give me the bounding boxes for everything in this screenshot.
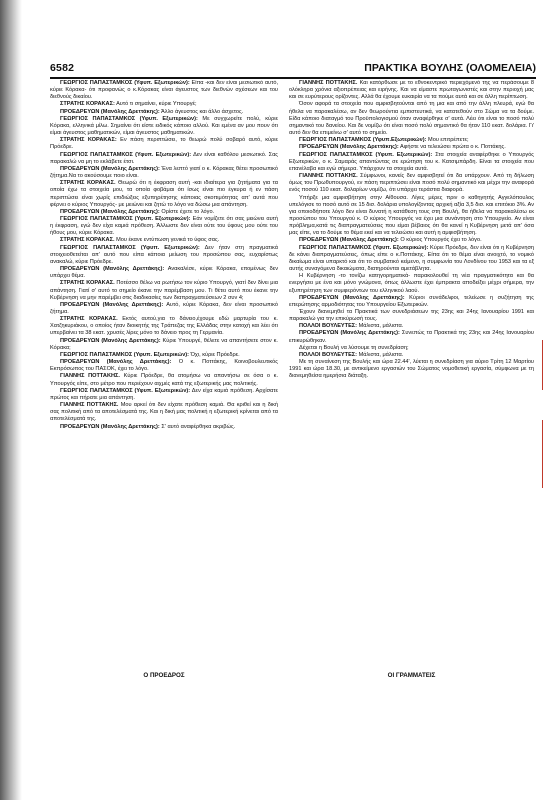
- speaker-name: ΠΟΛΛΟΙ ΒΟΥΛΕΥΤΕΣ:: [299, 323, 358, 330]
- speech-text: Αυτό, κύριε Κόρακα, δεν είναι προσωπικό ζήτημα.: [50, 301, 278, 315]
- scanned-page-edge: [0, 0, 22, 800]
- speaker-name: ΣΤΡΑΤΗΣ ΚΟΡΑΚΑΣ.: [60, 237, 115, 244]
- transcript-paragraph: [50, 402, 278, 423]
- speaker-name: ΠΡΟΕΔΡΕΥΩΝ (Μανόλης Δρεττάκης):: [60, 337, 161, 344]
- speaker-name: ΠΡΟΕΔΡΕΥΩΝ (Μανόλης Δρεττάκης):: [60, 208, 160, 215]
- speaker-name: ΠΡΟΕΔΡΕΥΩΝ (Μανόλης Δρεττάκης):: [60, 301, 164, 308]
- transcript-paragraph: [50, 266, 278, 280]
- transcript-paragraph: [289, 144, 534, 151]
- speech-text: Αφήστε να τελειώσει πρώτα ο κ. Ποττάκης.: [400, 144, 506, 151]
- transcript-paragraph: [289, 195, 534, 238]
- speaker-name: ΓΕΩΡΓΙΟΣ ΠΑΠΑΣΤΑΜΚΟΣ (Υφυπ. Εξωτερικών):: [60, 151, 192, 158]
- header-title: ΠΡΑΚΤΙΚΑ ΒΟΥΛΗΣ (ΟΛΟΜΕΛΕΙΑ): [364, 62, 536, 74]
- transcript-paragraph: [50, 373, 278, 387]
- margin-mark: [542, 420, 543, 488]
- speech-text: Δεν ήταν στη πραγματικά στοιχειοθετείται απ' αυτό που είπα κάποια μείωση του προσώπου σας, ευχαρίστως ανακαλώ, κύριε Πρόεδρε.: [50, 244, 278, 265]
- transcript-paragraph: [50, 316, 278, 337]
- speech-text: Ο κ. Ποττάκης, Κοινοβουλευτικός Εκπρόσωπος του ΠΑΣΟΚ, έχει το λόγο.: [50, 359, 278, 373]
- transcript-paragraph: [289, 80, 534, 101]
- speaker-name: ΣΤΡΑΤΗΣ ΚΟΡΑΚΑΣ.: [60, 280, 115, 287]
- speech-text: Είπα -και δεν είναι μεσιωτικό αυτό, κύριε Κόρακα- ότι προφανώς ο κ.Κόρακας είναι άγευστος των διεθνών σχέσεων και του διεθνούς δικαίου.: [50, 80, 278, 101]
- speech-text: Όσον αφορά τα στοιχεία που αμφισβητούνται από τη μια και από την άλλη πλευρά, εγώ θα ήθελα να παρακαλέσω, αν δεν θεωρούντια εμπιστευτικά, να κατατεθούν στο Σώμα να τα δούμε. Είδα κάποιο διαταγμό του Προϋπολογισμού όταν αναφέρθηκε σ' αυτά. Λέει ότι είναι το ποσό πολύ σημαντικό του δανείου. Και δε νομίζω ότι είναι ποσό πολύ σημαντικό θα ήταν 110 εκατ. δολάρια. Γι' αυτό δεν θα επιμείνω σ' αυτό το σημείο.: [289, 101, 534, 137]
- speech-text: Εν πάση περιπτώσει, το θεωρώ πολύ σοβαρό αυτό, κύριε Πρόεδρε.: [50, 137, 278, 151]
- transcript-paragraph: [50, 80, 278, 101]
- transcript-paragraph: [50, 424, 278, 431]
- transcript-paragraph: [50, 180, 278, 209]
- transcript-paragraph: [50, 245, 278, 266]
- speech-text: Ένα λεπτό γιατί ο κ. Κόρακας θέτει προσωπικό ζήτημα.Να το ακούσουμε ποιο είναι.: [50, 165, 278, 180]
- speaker-name: ΣΤΡΑΤΗΣ ΚΟΡΑΚΑΣ.: [60, 316, 118, 323]
- transcript-paragraph: [50, 338, 278, 352]
- speaker-name: ΓΕΩΡΓΙΟΣ ΠΑΠΑΣΤΑΜΚΟΣ (Υφυπ. Εξωτερικών):: [60, 387, 191, 394]
- page-header: [50, 62, 536, 78]
- transcript-paragraph: [289, 345, 534, 352]
- margin-mark: [542, 340, 543, 390]
- speech-text: Συνεπώς τα Πρακτικά της 23ης και 24ης Ιανουαρίου επικυρώθηκαν.: [289, 330, 534, 344]
- speaker-name: ΠΡΟΕΔΡΕΥΩΝ (Μανόλης Δρεττάκης):: [60, 359, 172, 366]
- speech-text: Σ' αυτό αναφέρθηκα ακριβώς.: [161, 423, 236, 430]
- transcript-paragraph: [289, 309, 534, 323]
- speech-text: Μου αρκεί ότι δεν είχατε πρόθεση καμιά. Θα κριθεί και η δική σας πολιτική από τα αποτελέσματά της. Και η δική μας πολιτική η εξωτερική κρίνεται από τα αποτελέσματά της.: [50, 402, 278, 423]
- speech-text: Εάν νομίζετε ότι σας μειώνει αυτή η έκφραση, εγώ δεν είχα καμιά πρόθεση. Άλλωστε δεν είναι ούτε του ύφους μου ούτε του ήθους μου, κύριε Κόρακα.: [50, 215, 278, 237]
- speaker-name: ΓΕΩΡΓΙΟΣ ΠΑΠΑΣΤΑΜΚΟΣ (Υφυπ. Εξωτερικών):: [60, 215, 191, 222]
- speech-text: Κύριε Πρόεδρε, θα ατομήσω να απαντήσω σε όσα ο κ. Υπουργός είπε, στο μέτρο που περιέχουν αιχμές κατά της εξωτερικής μας πολιτικής.: [50, 373, 278, 387]
- speaker-name: ΠΡΟΕΔΡΕΥΩΝ (Μανόλης Δρεττάκης):: [60, 165, 160, 172]
- speaker-name: ΓΕΩΡΓΙΟΣ ΠΑΠΑΣΤΑΜΚΟΣ (Υφυπ. Εξωτερικών):: [60, 244, 200, 251]
- speech-text: Και κατόρθωσε με το εθνοκεντρικό περιεχόμενό της να περάσουμε 8 ολόκληρα χρόνια αξιοπρέπειας και ειρήνης. Και να είμαστε πρωταγωνιστές και στην περιοχή μας και σε ευρύτερους ορίζοντες. Αλλά θα έχουμε ευκαιρία να τα πούμε αυτά και σε άλλη περίπτωση.: [289, 80, 534, 101]
- speaker-name: ΠΡΟΕΔΡΕΥΩΝ (Μανόλης Δρεττάκης):: [299, 144, 399, 151]
- page-number: 6582: [50, 62, 75, 74]
- speaker-name: ΓΕΩΡΓΙΟΣ ΠΑΠΑΣΤΑΜΚΟΣ (Υφυπ. Εξωτερικών):: [60, 80, 190, 86]
- speaker-name: ΓΙΑΝΝΗΣ ΠΟΤΤΑΚΗΣ.: [60, 402, 119, 409]
- speaker-name: ΠΡΟΕΔΡΕΥΩΝ (Μανόλης Δρεττάκης):: [299, 237, 399, 244]
- transcript-paragraph: [289, 152, 534, 173]
- speech-text: Μάλιστα, μάλιστα.: [358, 323, 404, 330]
- speech-text: Μου έκανε εντύπωση γενικά το ύφος σας.: [116, 237, 220, 244]
- header-rule: [50, 77, 536, 79]
- transcript-paragraph: [50, 137, 278, 151]
- speaker-name: ΓΕΩΡΓΙΟΣ ΠΑΠΑΣΤΑΜΚΟΣ (Υφυπ.Εξωτερικών):: [299, 137, 427, 144]
- speaker-name: ΣΤΡΑΤΗΣ ΚΟΡΑΚΑΣ:: [60, 137, 117, 144]
- speaker-name: ΠΟΛΛΟΙ ΒΟΥΛΕΥΤΕΣ:: [299, 351, 358, 358]
- left-column: [50, 80, 278, 662]
- transcript-paragraph: [50, 166, 278, 180]
- speaker-name: ΠΡΟΕΔΡΕΥΩΝ (Μανόλης Δρεττάκης):: [60, 266, 165, 273]
- transcript-paragraph: [50, 280, 278, 301]
- president-signature-label: Ο ΠΡΟΕΔΡΟΣ: [143, 672, 185, 679]
- speaker-name: ΓΙΑΝΝΗΣ ΠΟΤΤΑΚΗΣ.: [60, 373, 120, 380]
- speech-text: Άλλο άγευστος και άλλο άσχετος.: [161, 108, 244, 115]
- speech-text: Αυτό τι σημαίνει, κύριε Υπουργέ;: [116, 101, 197, 108]
- speech-text: Εκτός αυτού,για το δάνειο,έχουμε εδώ μαρτυρία του κ. Χατζηκυριάκου, ο οποίος ήταν διοικητής της Τράπεζας της Ελλάδας στην κατοχή και λέει ότι υπερβαίνει τα 38 εκατ. χρυσές λίρες μόνο το δάνειο προς τη Γερμανία.: [50, 316, 278, 337]
- transcript-paragraph: [50, 237, 278, 244]
- speech-text: Μου επιτρέπετε;: [428, 137, 469, 144]
- speech-text: Κύριοι συνάδελφοι, τελείωσε η συζήτηση της επερώτησης αρμοδιότητας του Υπουργείου Εξωτερικών.: [289, 294, 534, 308]
- speech-text: Με τη συναίνεση της Βουλής και ώρα 22.44', λύεται η συνεδρίαση για αύριο Τρίτη 12 Μαρτίου 1991 και ώρα 18.30, με αντικείμενο εργασιών του Σώματος νομοθετική εργασία, σύμφωνα με τη διανεμηθείσα ημερήσια διάταξη.: [289, 359, 534, 380]
- transcript-paragraph: [50, 359, 278, 373]
- transcript-paragraph: [50, 116, 278, 137]
- speech-text: Ορίστε έχετε το λόγο.: [161, 208, 215, 215]
- speaker-name: ΣΤΡΑΤΗΣ ΚΟΡΑΚΑΣ:: [60, 101, 115, 108]
- transcript-paragraph: [50, 109, 278, 116]
- speech-text: Σύμφωνοι, κανείς δεν αμφισβητεί ότι δα υπάρχουν. Από τη δήλωση όμως του Πρωθυπουργού, εν πάση περιπτώσει είναι ποσό πολύ σημαντικό και μέχρι την αναφορά ενός ποσού 110 εκατ. δολαρίων νομίζω, ότι υπάρχει τεράστια διαφορά.: [289, 173, 534, 194]
- speaker-name: ΠΡΟΕΔΡΕΥΩΝ (Μανόλης Δρεττάκης):: [60, 108, 160, 115]
- speaker-name: ΠΡΟΕΔΡΕΥΩΝ (Μανόλης Δρεττάκης):: [299, 330, 400, 337]
- transcript-paragraph: [289, 295, 534, 309]
- speech-text: Μάλιστα, μάλιστα.: [358, 351, 404, 358]
- secretaries-signature-label: ΟΙ ΓΡΑΜΜΑΤΕΙΣ: [387, 672, 436, 679]
- transcript-paragraph: [289, 273, 534, 294]
- speech-text: Ανακαλέσε, κύριε Κόρακα, επομένως δεν υπάρχει θέμα.: [50, 266, 278, 280]
- speech-text: Κύριε Πρόεδρε, δεν είναι ότι η Κυβέρνηση δε κάνει διαπραγματεύσεις, όπως είπε ο κ.Ποττάκης. Είπα ότι το θέμα είναι ανοιχτό, το νομικό δικαίωμα είναι υπαρκτό και ότι το συμβατικό κείμενο, η συμφωνία του Λονδίνου του 1953 και τα εξ αυτής συναγόμενα δικαιώματα, διατηρούνται αμετάβλητα.: [289, 244, 534, 273]
- transcript-paragraph: [289, 237, 534, 244]
- speech-text: Θεωρώ ότι η έκφραση αυτή -και ιδιαίτερα για ζητήματα για τα οποία έχω τα στοιχεία μου, τα οποία φοβάμαι ότι ίσως είναι πιο έγκυρα ή εν πάση περιπτώσει είναι χωρίς επιδιώξεις εξυπηρέτησης κάποιας σκοπιμότητας απ' αυτά που φέρνει ο κύριος Υπουργός- με μειώνει και ζητώ το λόγο να δώσω μια απάντηση.: [50, 180, 278, 208]
- speech-text: Δέχεται η Βουλή να λύσουμε τη συνεδρίαση;: [299, 344, 409, 351]
- transcript-paragraph: [289, 101, 534, 137]
- transcript-paragraph: [289, 330, 534, 344]
- speaker-name: ΣΤΡΑΤΗΣ ΚΟΡΑΚΑΣ.: [60, 180, 116, 187]
- speech-text: Δεν είχα καμιά πρόθεση. Αρχίσατε πρώτος και πήρατε μια απάντηση.: [50, 387, 278, 401]
- speech-text: Έχουν διανεμηθεί τα Πρακτικά των συνεδριάσεων της 23ης και 24ης Ιανουαρίου 1991 και παρακαλώ για την επικύρωσή τους.: [289, 309, 534, 323]
- transcript-paragraph: [50, 302, 278, 316]
- speaker-name: ΠΡΟΕΔΡΕΥΩΝ (Μανόλης Δρεττάκης):: [60, 423, 160, 430]
- transcript-paragraph: [50, 152, 278, 166]
- transcript-paragraph: [289, 359, 534, 380]
- transcript-paragraph: [289, 173, 534, 194]
- transcript-paragraph: [50, 388, 278, 402]
- transcript-paragraph: [50, 216, 278, 237]
- speech-text: Στα στοιχεία αναφέρθηκε ο Υπουργός Εξωτερικών, ο κ. Σαμαράς απαντώντας σε ερώτηση του κ. Κατσιμπάρδη. Είναι τα στοιχεία που επανέλαβα και εγώ σήμερα. Υπάρχουν τα στοιχεία αυτά.: [289, 151, 534, 172]
- speech-text: Δεν είναι καθόλου μεσιωτικό. Σας παρακαλώ να μη το εκλάβετε έτσι.: [50, 151, 278, 165]
- speech-text: Η Κυβέρνηση -το τονίζω κατηγορηματικά- παρακολουθεί τη νέα πραγματικότητα και θα ενεργήσει με ένα και μόνο γνώμονα, όπως άλλωστε έχει έμπρακτα αποδείξει μέχρι σήμερα, την εξυπηρέτηση των συμφερόντων του ελληνικού λαού.: [289, 273, 534, 294]
- speaker-name: ΠΡΟΕΔΡΕΥΩΝ (Μανόλης Δρεττάκης):: [299, 294, 405, 301]
- speech-text: Με συγχωρείτε πολύ, κύριε Κόρακα, ελληνικά μίλω. Σημαίνει ότι είστε ειδικός κάποιο αλλού. Και εμένα αν μου πουν ότι είμαι άγευστος μαθηματικών, είμαι άγευστος μαθηματικών.: [50, 115, 278, 137]
- speech-text: Ο κύριος Υπουργός έχει το λόγο.: [400, 237, 482, 244]
- speech-text: Κύριε Υπουργέ, θέλετε να απαντήσετε στον κ. Κόρακα;: [50, 337, 278, 351]
- speech-text: Ποτέσσο θέλω να ρωτήσω τον κύριο Υπουργό, γιατί δεν δίνει μια απάντηση. Γιατί σ' αυτό το σημείο έκανε την παρέμβαση μου. Τι θέτει αυτό που έκανε την Κυβέρνηση να μην παρέμβει στις διαδικασίες των διαπραγματεύσεων 2 συν 4;: [50, 280, 278, 301]
- transcript-paragraph: [50, 209, 278, 216]
- speaker-name: ΓΙΑΝΝΗΣ ΠΟΤΤΑΚΗΣ.: [299, 173, 358, 180]
- speaker-name: ΓΕΩΡΓΙΟΣ ΠΑΠΑΣΤΑΜΚΟΣ (Υφυπ. Εξωτερικών):: [299, 244, 429, 251]
- transcript-paragraph: [289, 245, 534, 274]
- right-column: [289, 80, 534, 662]
- speaker-name: ΓΕΩΡΓΙΟΣ ΠΑΠΑΣΤΑΜΚΟΣ (Υφυπ. Εξωτερικών):: [60, 351, 190, 358]
- speech-text: Όχι, κύριε Πρόεδρε.: [190, 351, 240, 358]
- speaker-name: ΓΕΩΡΓΙΟΣ ΠΑΠΑΣΤΑΜΚΟΣ (Υφυπ. Εξωτερικών):: [60, 115, 198, 122]
- speaker-name: ΓΙΑΝΝΗΣ ΠΟΤΤΑΚΗΣ.: [299, 80, 358, 86]
- speaker-name: ΓΕΩΡΓΙΟΣ ΠΑΠΑΣΤΑΜΚΟΣ (Υφυπ. Εξωτερικών):: [299, 151, 433, 158]
- speech-text: Υπήρξε μια αμφισβήτηση στην Αίθουσα. Λίγες μέρες πριν ο καθηγητής Αγγελόπουλος υπελόγισε το ποσό αυτό σε 15 δισ. δολάρια υπολογίζοντας αρχική αξία 3,5 δισ. και επιτόκιο 3%. Αν για οποιοδήποτε λόγο δεν είναι δυνατή η κατάθεση τους στη Βουλή, θα ήθελα να παρακαλέσω εκ προσώπου του Υπουργού κ. Ο κύριος Υπουργός να έχει μια συνάντηση στο Υπουργείο. Αν είναι πρόβλημα,κατά τις διαπραγματεύσεις που είμαι βέβαιος ότι θα κανεί η Κυβέρνηση μετά απ' όσα μας είπε, να το δούμε το θέμα εκεί και να τελειώσει και αυτή η αμφισβήτηση.: [289, 194, 534, 237]
- transcript-paragraph: [50, 101, 278, 108]
